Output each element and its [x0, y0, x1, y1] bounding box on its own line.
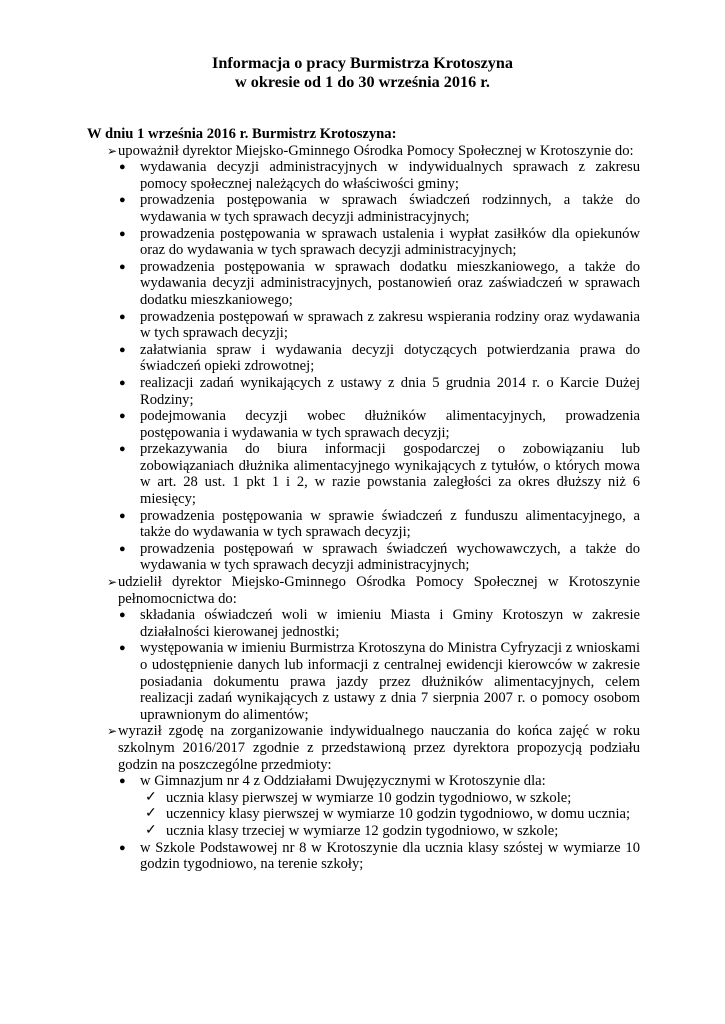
dot-bullet-icon: ●: [119, 509, 126, 522]
section-item: [87, 143, 640, 574]
section-item: [87, 723, 640, 872]
section-text: wyraził zgodę na zorganizowanie indywidualnego nauczania do końca zajęć w roku szkolnym 2016/2017 zgodnie z przedstawioną przez dyrektora propozycją podziału godzin na poszczególne przedmioty:: [118, 723, 640, 773]
checklist-item-text: ucznia klasy pierwszej w wymiarze 10 godzin tygodniowo, w szkole;: [166, 789, 572, 806]
list-item: [111, 309, 640, 342]
dot-bullet-icon: ●: [119, 194, 126, 207]
section-text: upoważnił dyrektor Miejsko-Gminnego Ośrodka Pomocy Społecznej w Krotoszynie do:: [118, 142, 634, 159]
list-item: [111, 342, 640, 375]
dot-bullet-icon: ●: [119, 642, 126, 655]
document-title: [0, 54, 725, 91]
list-item: [111, 840, 640, 873]
list-item-text: prowadzenia postępowania w sprawach dodatku mieszkaniowego, a także do wydawania decyzji administracyjnych, postanowień oraz zaświadczeń w sprawach dodatku mieszkaniowego;: [140, 258, 640, 308]
bullet-list: [111, 159, 640, 574]
list-item-text: prowadzenia postępowania w sprawach ustalenia i wypłat zasiłków dla opiekunów oraz do wydawania w tych sprawach decyzji administracyjnych;: [140, 225, 640, 259]
dot-bullet-icon: ●: [119, 161, 126, 174]
checklist: [140, 790, 640, 840]
section-item: [87, 574, 640, 723]
checkmark-icon: ✓: [145, 789, 157, 805]
list-item-text: załatwiania spraw i wydawania decyzji dotyczących potwierdzania prawa do świadczeń opieki zdrowotnej;: [140, 341, 640, 375]
list-item-text: podejmowania decyzji wobec dłużników alimentacyjnych, prowadzenia postępowania i wydawania w tych sprawach decyzji;: [140, 408, 640, 441]
list-item: [111, 640, 640, 723]
intro-heading: W dniu 1 września 2016 r. Burmistrz Krotoszyna:: [87, 126, 397, 142]
school-text: w Szkole Podstawowej nr 8 w Krotoszynie dla ucznia klasy szóstej w wymiarze 10 godzin tygodniowo, na terenie szkoły;: [140, 839, 640, 873]
checklist-item-text: ucznia klasy trzeciej w wymiarze 12 godzin tygodniowo, w szkole;: [166, 822, 559, 839]
document-body: [87, 126, 640, 873]
list-item: [111, 541, 640, 574]
arrow-bullet-icon: ➢: [107, 724, 118, 739]
dot-bullet-icon: ●: [119, 343, 126, 356]
list-item-text: prowadzenia postępowań w sprawach z zakresu wspierania rodziny oraz wydawania w tych sprawach decyzji;: [140, 308, 640, 342]
bullet-list: [111, 607, 640, 723]
section-text: udzielił dyrektor Miejsko-Gminnego Ośrodka Pomocy Społecznej w Krotoszynie pełnomocnictwa do:: [118, 574, 640, 607]
dot-bullet-icon: ●: [119, 775, 126, 788]
title-line-2: w okresie od 1 do 30 września 2016 r.: [235, 72, 490, 91]
list-item: [111, 441, 640, 507]
checklist-item-text: uczennicy klasy pierwszej w wymiarze 10 godzin tygodniowo, w domu ucznia;: [166, 806, 631, 823]
dot-bullet-icon: ●: [119, 227, 126, 240]
list-item: [111, 192, 640, 225]
list-item-text: prowadzenia postępowania w sprawie świadczeń z funduszu alimentacyjnego, a także do wydawania w tych sprawach decyzji;: [140, 507, 640, 541]
list-item-text: wydawania decyzji administracyjnych w indywidualnych sprawach z zakresu pomocy społecznej należących do właściwości gminy;: [140, 159, 640, 192]
dot-bullet-icon: ●: [119, 841, 126, 854]
list-item-text: przekazywania do biura informacji gospodarczej o zobowiązaniu lub zobowiązaniach dłużnika alimentacyjnego wynikających z tytułów, o których mowa w art. 28 ust. 1 pkt 1 i 2, w razie powstania zaległości za okres dłuższy niż 6 miesięcy;: [140, 441, 640, 508]
arrow-bullet-icon: ➢: [107, 143, 118, 158]
list-item-text: realizacji zadań wynikających z ustawy z dnia 5 grudnia 2014 r. o Karcie Dużej Rodziny;: [140, 374, 640, 408]
dot-bullet-icon: ●: [119, 609, 126, 622]
checkmark-icon: ✓: [145, 806, 157, 822]
dot-bullet-icon: ●: [119, 310, 126, 323]
dot-bullet-icon: ●: [119, 260, 126, 273]
checklist-item: [140, 806, 640, 823]
dot-bullet-icon: ●: [119, 376, 126, 389]
dot-bullet-icon: ●: [119, 542, 126, 555]
title-line-1: Informacja o pracy Burmistrza Krotoszyna: [212, 54, 513, 72]
list-item-text: prowadzenia postępowania w sprawach świadczeń rodzinnych, a także do wydawania w tych sprawach decyzji administracyjnych;: [140, 192, 640, 225]
section-list: [87, 143, 640, 873]
list-item: [111, 226, 640, 259]
list-item: [111, 607, 640, 640]
bullet-list: [111, 773, 640, 873]
arrow-bullet-icon: ➢: [107, 575, 118, 590]
checkmark-icon: ✓: [145, 822, 157, 838]
dot-bullet-icon: ●: [119, 443, 126, 456]
checklist-item: [140, 823, 640, 840]
list-item: [111, 159, 640, 192]
list-item-text: składania oświadczeń woli w imieniu Miasta i Gminy Krotoszyn w zakresie działalności kierowanej jednostki;: [140, 607, 640, 640]
list-item: [111, 773, 640, 839]
list-item: [111, 375, 640, 408]
list-item-text: występowania w imieniu Burmistrza Krotoszyna do Ministra Cyfryzacji z wnioskami o udostępnienie danych lub informacji z centralnej ewidencji kierowców w zakresie posiadania dokumentu prawa jazdy przez dłużników alimentacyjnych, celem realizacji zadań wynikających z ustawy z dnia 7 sierpnia 2007 r. o pomocy osobom uprawnionym do alimentów;: [140, 640, 640, 723]
list-item: [111, 508, 640, 541]
list-item: [111, 259, 640, 309]
dot-bullet-icon: ●: [119, 410, 126, 423]
list-item: [111, 408, 640, 441]
checklist-item: [140, 790, 640, 807]
school-text: w Gimnazjum nr 4 z Oddziałami Dwujęzycznymi w Krotoszynie dla:: [140, 773, 546, 790]
list-item-text: prowadzenia postępowań w sprawach świadczeń wychowawczych, a także do wydawania w tych sprawach decyzji administracyjnych;: [140, 540, 640, 574]
